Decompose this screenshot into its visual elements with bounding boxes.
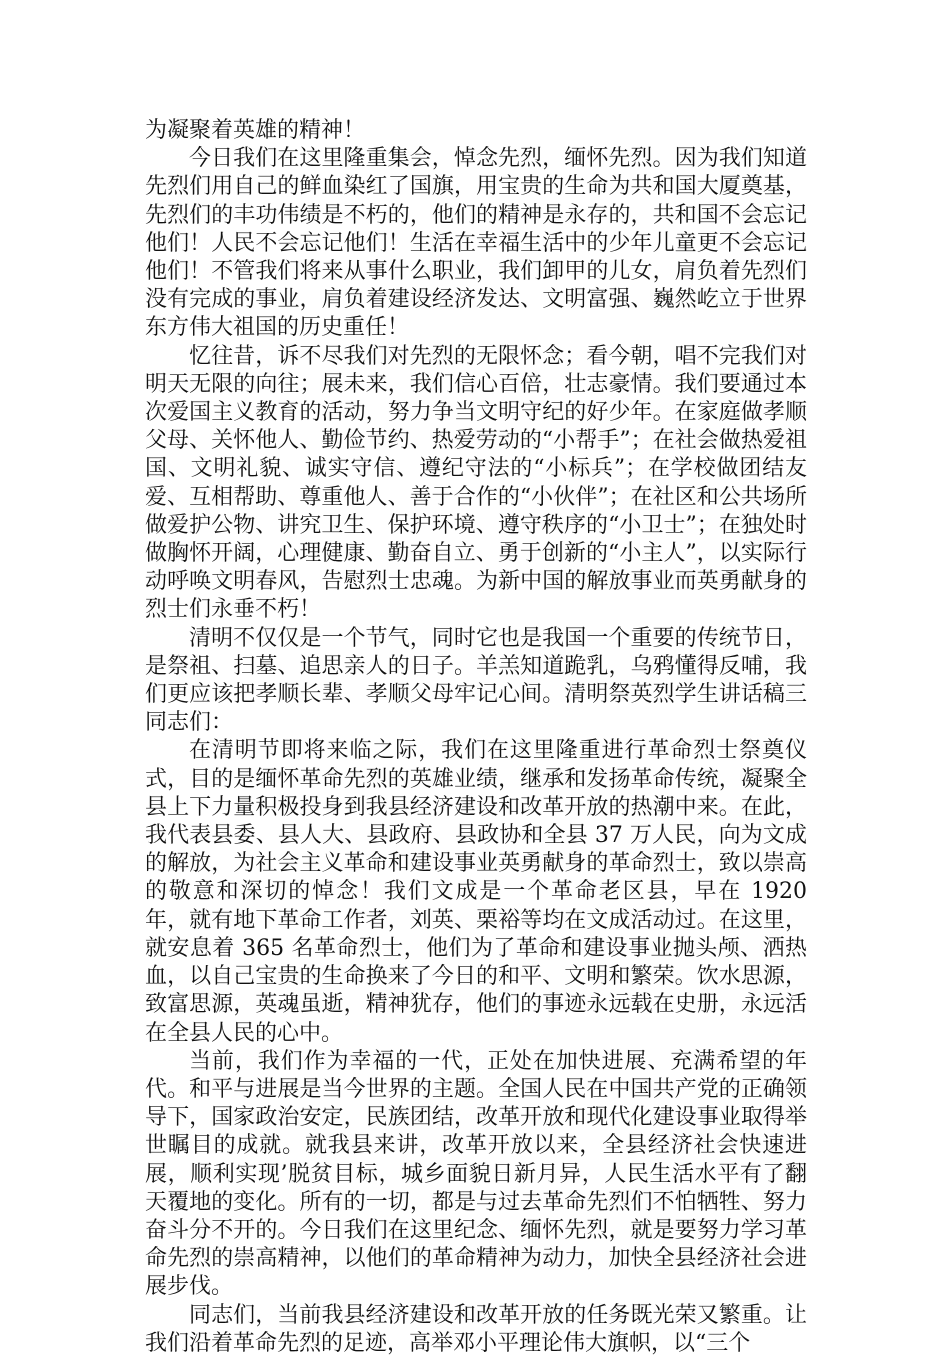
paragraph: 在清明节即将来临之际，我们在这里隆重进行革命烈士祭奠仪式，目的是缅怀革命先烈的英雄业绩，继承和发扬革命传统，凝聚全县上下力量积极投身到我县经济建设和改革开放的热潮中来。在此，我代表县委、县人大、县政府、县政协和全县 37 万人民，向为文成的解放，为社会主义革命和建设事业英勇献身的革命烈士，致以崇高的敬意和深切的悼念！我们文成是一个革命老区县，早在 1920 年，就有地下革命工作者，刘英、栗裕等均在文成活动过。在这里，就安息着 365 名革命烈士，他们为了革命和建设事业抛头颅、洒热血，以自己宝贵的生命换来了今日的和平、文明和繁荣。饮水思源，致富思源，英魂虽逝，精神犹存，他们的事迹永远载在史册，永远活在全县人民的心中。	[145, 738, 807, 1046]
paragraph: 同志们，当前我县经济建设和改革开放的任务既光荣又繁重。让我们沿着革命先烈的足迹，高举邓小平理论伟大旗帜，以“三个	[145, 1302, 807, 1356]
paragraph: 今日我们在这里隆重集会，悼念先烈，缅怀先烈。因为我们知道先烈们用自己的鲜血染红了国旗，用宝贵的生命为共和国大厦奠基，先烈们的丰功伟绩是不朽的，他们的精神是永存的，共和国不会忘记他们！人民不会忘记他们！生活在幸福生活中的少年儿童更不会忘记他们！不管我们将来从事什么职业，我们卸甲的儿女，肩负着先烈们没有完成的事业，肩负着建设经济发达、文明富强、巍然屹立于世界东方伟大祖国的历史重任！	[145, 146, 807, 341]
paragraph: 清明不仅仅是一个节气，同时它也是我国一个重要的传统节日，是祭祖、扫墓、追思亲人的日子。羊羔知道跪乳，乌鸦懂得反哺，我们更应该把孝顺长辈、孝顺父母牢记心间。清明祭英烈学生讲话稿三同志们：	[145, 625, 807, 736]
paragraph-continuation: 为凝聚着英雄的精神！	[145, 118, 366, 143]
document-body	[145, 117, 807, 1358]
paragraph: 当前，我们作为幸福的一代，正处在加快进展、充满希望的年代。和平与进展是当今世界的主题。全国人民在中国共产党的正确领导下，国家政治安定，民族团结，改革开放和现代化建设事业取得举世瞩目的成就。就我县来讲，改革开放以来，全县经济社会快速进展，顺利实现’脱贫目标，城乡面貌日新月异，人民生活水平有了翻天覆地的变化。所有的一切，都是与过去革命先烈们不怕牺牲、努力奋斗分不开的。今日我们在这里纪念、缅怀先烈，就是要努力学习革命先烈的崇高精神，以他们的革命精神为动力，加快全县经济社会进展步伐。	[145, 1048, 807, 1300]
paragraph: 忆往昔，诉不尽我们对先烈的无限怀念；看今朝，唱不完我们对明天无限的向往；展未来，我们信心百倍，壮志豪情。我们要通过本次爱国主义教育的活动，努力争当文明守纪的好少年。在家庭做孝顺父母、关怀他人、勤俭节约、热爱劳动的“小帮手”；在社会做热爱祖国、文明礼貌、诚实守信、遵纪守法的“小标兵”；在学校做团结友爱、互相帮助、尊重他人、善于合作的“小伙伴”；在社区和公共场所做爱护公物、讲究卫生、保护环境、遵守秩序的“小卫士”；在独处时做胸怀开阔，心理健康、勤奋自立、勇于创新的“小主人”，以实际行动呼唤文明春风，告慰烈士忠魂。为新中国的解放事业而英勇献身的烈士们永垂不朽！	[145, 343, 807, 623]
